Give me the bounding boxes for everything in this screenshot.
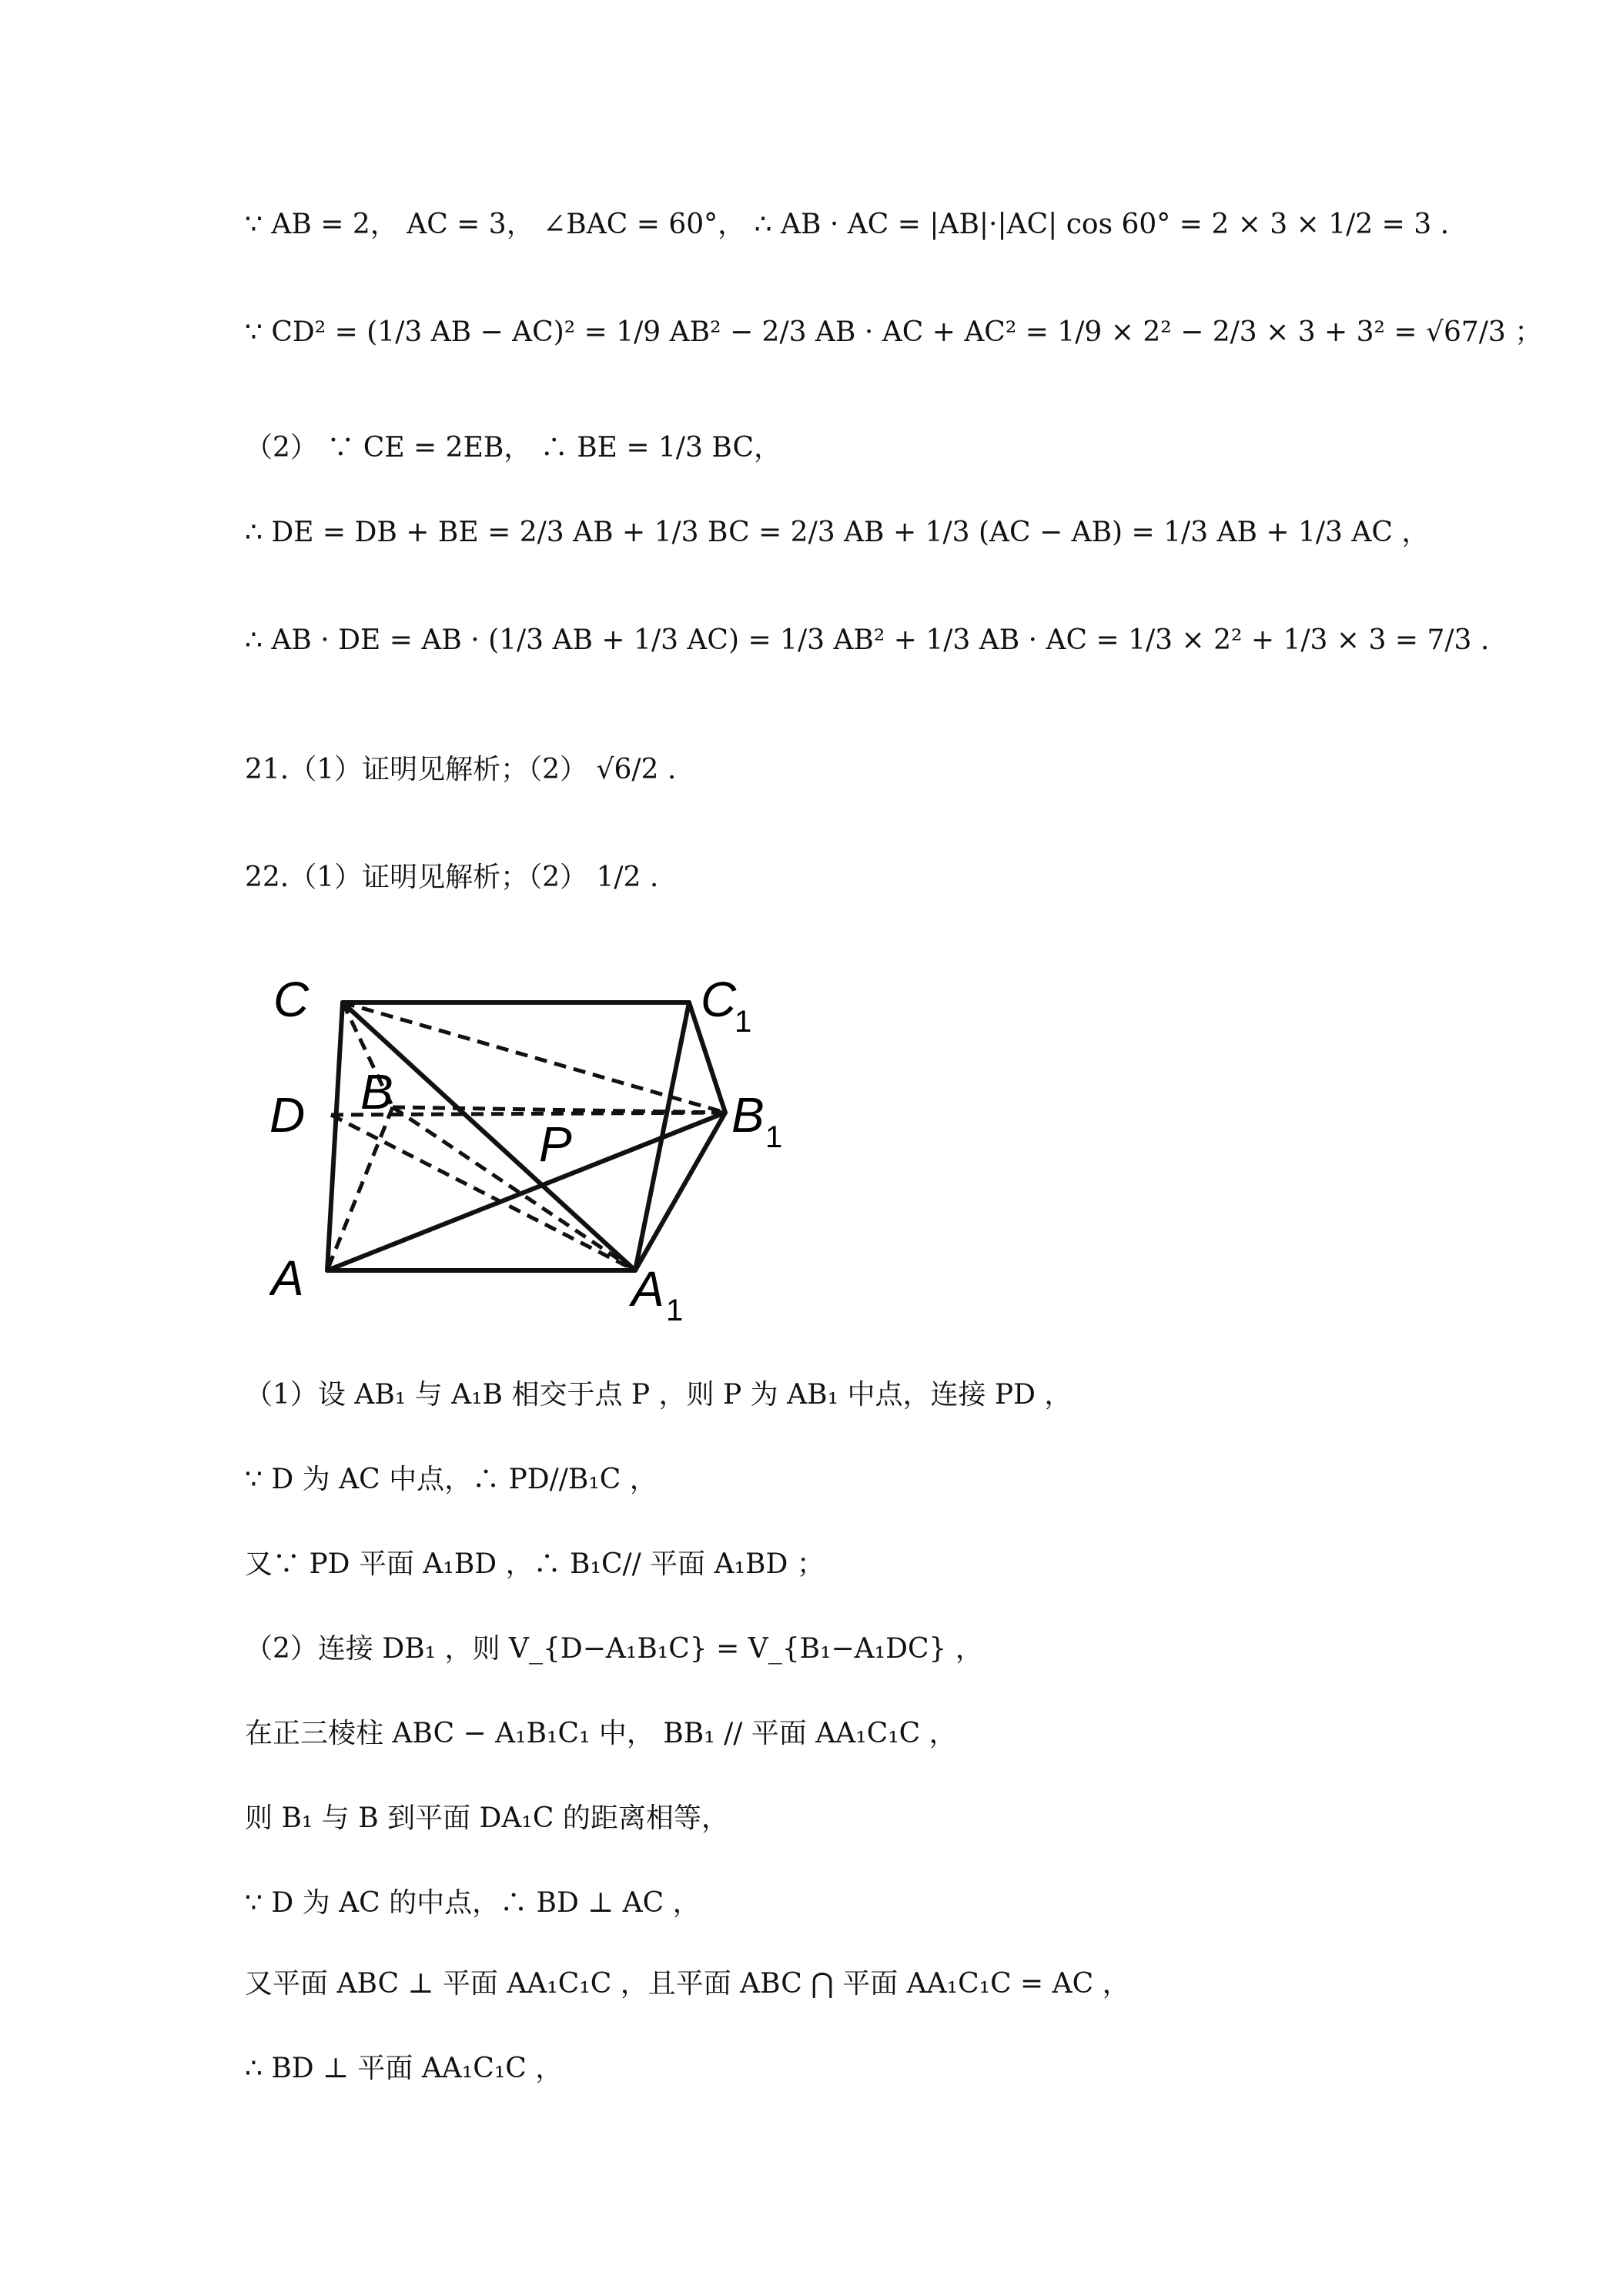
line-1: ∵ AB = 2， AC = 3， ∠BAC = 60°， ∴ AB · AC = |AB|·|AC| cos 60° = 2 × 3 × 1/2 = 3 . — [245, 209, 1450, 240]
line-12: 在正三棱柱 ABC − A₁B₁C₁ 中， BB₁ // 平面 AA₁C₁C ， — [245, 1718, 957, 1749]
edge-b1-a1 — [635, 1113, 725, 1270]
line-4: ∴ DE = DB + BE = 2/3 AB + 1/3 BC = 2/3 AB + 1/3 (AC − AB) = 1/3 AB + 1/3 AC ， — [245, 517, 1430, 548]
line-5: ∴ AB · DE = AB · (1/3 AB + 1/3 AC) = 1/3 AB² + 1/3 AB · AC = 1/3 × 2² + 1/3 × 3 = 7/3 . — [245, 624, 1490, 656]
dash-b-a1 — [393, 1107, 635, 1270]
line-14: ∵ D 为 AC 的中点，∴ BD ⊥ AC ， — [245, 1887, 701, 1919]
line-16: ∴ BD ⊥ 平面 AA₁C₁C ， — [245, 2053, 564, 2084]
line-3: （2） ∵ CE = 2EB， ∴ BE = 1/3 BC， — [245, 432, 782, 464]
label-b1-sub: 1 — [765, 1120, 783, 1154]
prism-diagram — [269, 955, 808, 1324]
label-a1: A — [631, 1261, 664, 1317]
line-7: 22.（1）证明见解析；（2） 1/2 . — [245, 862, 659, 893]
label-c1-sub: 1 — [735, 1005, 752, 1039]
label-c: C — [273, 972, 310, 1027]
line-8: （1）设 AB₁ 与 A₁B 相交于点 P ，则 P 为 AB₁ 中点，连接 PD ， — [245, 1379, 1073, 1411]
dash-d-a1 — [331, 1115, 635, 1270]
line-6: 21.（1）证明见解析；（2） √6/2 . — [245, 754, 677, 785]
edge-a-b1 — [327, 1113, 725, 1270]
edge-c1-a1 — [635, 1002, 689, 1270]
line-10: 又∵ PD 平面 A₁BD ，∴ B₁C// 平面 A₁BD ； — [245, 1548, 825, 1580]
line-11: （2）连接 DB₁ ，则 V_{D−A₁B₁C} = V_{B₁−A₁DC} ， — [245, 1633, 983, 1665]
label-c1: C — [701, 972, 737, 1027]
label-p: P — [539, 1116, 572, 1172]
label-b1: B — [731, 1087, 765, 1143]
line-2: ∵ CD² = (1/3 AB − AC)² = 1/9 AB² − 2/3 AB · AC + AC² = 1/9 × 2² − 2/3 × 3 + 3² = √67/3 ； — [245, 316, 1543, 348]
dash-b-b1 — [393, 1107, 725, 1113]
edge-c-a — [327, 1002, 343, 1270]
label-d: D — [269, 1087, 306, 1143]
label-b: B — [360, 1064, 393, 1120]
line-15: 又平面 ABC ⊥ 平面 AA₁C₁C ，且平面 ABC ⋂ 平面 AA₁C₁C = AC ， — [245, 1968, 1130, 2000]
label-a1-sub: 1 — [666, 1294, 684, 1324]
line-13: 则 B₁ 与 B 到平面 DA₁C 的距离相等， — [245, 1802, 729, 1834]
line-9: ∵ D 为 AC 中点，∴ PD//B₁C ， — [245, 1464, 658, 1495]
label-a: A — [271, 1250, 304, 1306]
